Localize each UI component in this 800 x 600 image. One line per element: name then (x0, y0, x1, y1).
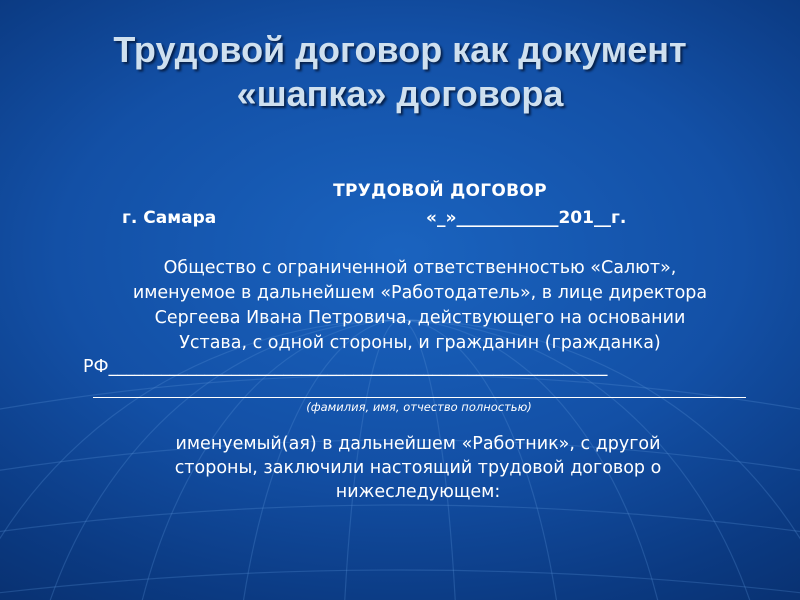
closing-line: именуемый(ая) в дальнейшем «Работник», с другой (175, 434, 661, 454)
intro-line: Сергеева Ивана Петровича, действующего на основании (154, 308, 686, 328)
contract-heading: ТРУДОВОЙ ДОГОВОР (333, 181, 547, 201)
intro-line: Общество с ограниченной ответственностью «Салют», (163, 258, 677, 278)
name-fill-line (93, 397, 746, 398)
intro-line: именуемое в дальнейшем «Работодатель», в лице директора (132, 283, 708, 303)
full-name-caption: (фамилия, имя, отчество полностью) (306, 400, 532, 414)
closing-line: стороны, заключили настоящий трудовой договор о (174, 458, 662, 478)
slide-title (0, 28, 800, 116)
contract-city: г. Самара (122, 208, 217, 228)
citizenship-fill-line: РФ_________________________________________________________ (83, 357, 608, 377)
intro-line: Устава, с одной стороны, и гражданин (гражданка) (179, 333, 661, 353)
slide-title-line-2: «шапка» договора (236, 73, 564, 114)
slide-title-line-1: Трудовой договор как документ (113, 29, 687, 70)
intro-paragraph (80, 256, 760, 356)
contract-date-blank: «_»____________201__г. (426, 208, 627, 228)
closing-line: нижеследующем: (335, 482, 501, 502)
closing-paragraph (100, 432, 736, 504)
